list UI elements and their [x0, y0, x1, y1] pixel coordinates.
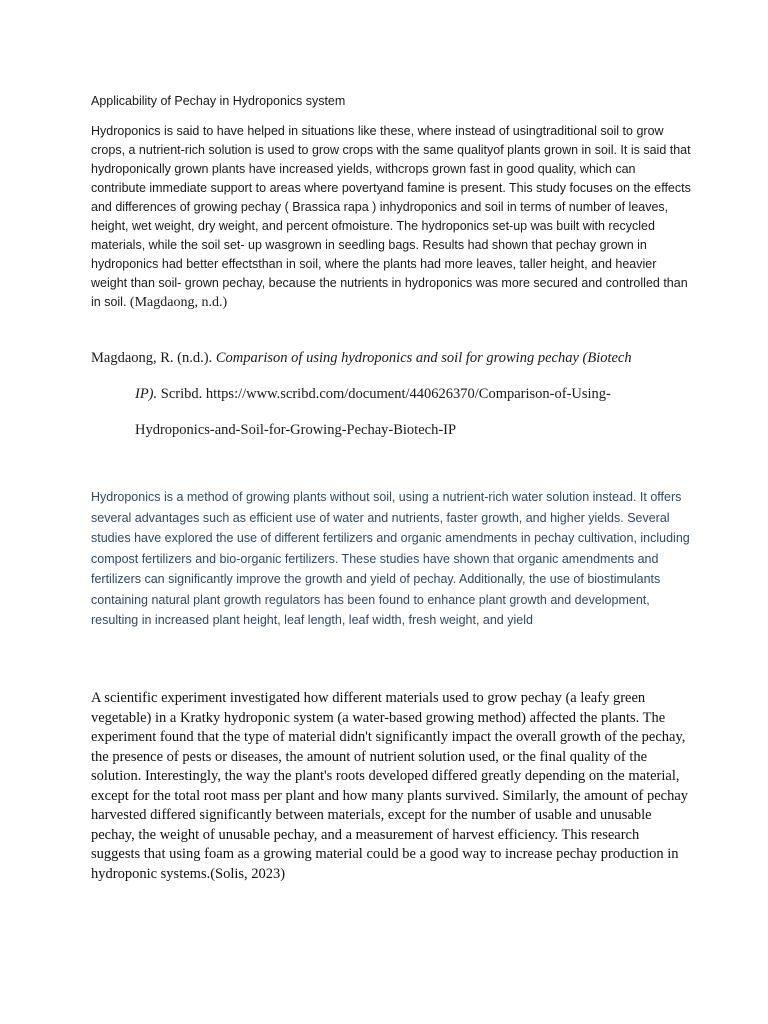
- reference-title-part1: Comparison of using hydroponics and soil for growing pechay (Biotech: [215, 350, 632, 366]
- reference-author: Magdaong, R. (n.d.).: [91, 350, 216, 366]
- reference-title-part2: IP).: [135, 386, 158, 402]
- paragraph-kratky-experiment: A scientific experiment investigated how different materials used to grow pechay (a leafy green vegetable) in a Kratky hydroponic system (a water-based growing method) affected the plants. The experiment found that the type of material didn't significantly impact the overall growth of the pechay, the presence of pests or diseases, the amount of nutrient solution used, or the final quality of the solution. Interestingly, the way the plant's roots developed differed greatly depending on the material, except for the total root mass per plant and how many plants survived. Similarly, the amount of pechay harvested differed significantly between materials, except for the number of usable and unusable pechay, the weight of unusable pechay, and a measurement of harvest efficiency. This research suggests that using foam as a growing material could be a good way to increase pechay production in hydroponic systems.(Solis, 2023): [91, 690, 689, 882]
- paragraph-hydroponics-summary: [91, 122, 691, 312]
- reference-line-2: [135, 386, 611, 403]
- reference-line-3: Hydroponics-and-Soil-for-Growing-Pechay-Biotech-IP: [135, 422, 457, 438]
- paragraph-1-citation: (Magdaong, n.d.): [129, 295, 228, 310]
- reference-line-1: [91, 350, 632, 367]
- paragraph-1-text: Hydroponics is said to have helped in situations like these, where instead of usingtraditional soil to grow crops, a nutrient-rich solution is used to grow crops with the same qualityof plants grown in soil. It is said that hydroponically grown plants have increased yields, withcrops grown fast in good quality, which can contribute immediate support to areas where povertyand famine is present. This study focuses on the effects and differences of growing pechay ( Brassica rapa ) inhydroponics and soil in terms of number of leaves, height, wet weight, dry weight, and percent ofmoisture. The hydroponics set-up was built with recycled materials, while the soil set- up wasgrown in seedling bags. Results had shown that pechay grown in hydroponics had better effectsthan in soil, where the plants had more leaves, taller height, and heavier weight than soil- grown pechay, because the nutrients in hydroponics was more secured and controlled than in soil.: [91, 124, 691, 309]
- document-title: Applicability of Pechay in Hydroponics system: [91, 94, 346, 108]
- reference-source: Scribd. https://www.scribd.com/document/440626370/Comparison-of-Using-: [157, 386, 611, 402]
- paragraph-hydroponics-overview: Hydroponics is a method of growing plants without soil, using a nutrient-rich water solution instead. It offers several advantages such as efficient use of water and nutrients, faster growth, and higher yields. Several studies have explored the use of different fertilizers and organic amendments in pechay cultivation, including compost fertilizers and bio-organic fertilizers. These studies have shown that organic amendments and fertilizers can significantly improve the growth and yield of pechay. Additionally, the use of biostimulants containing natural plant growth regulators has been found to enhance plant growth and development, resulting in increased plant height, leaf length, leaf width, fresh weight, and yield: [91, 490, 690, 627]
